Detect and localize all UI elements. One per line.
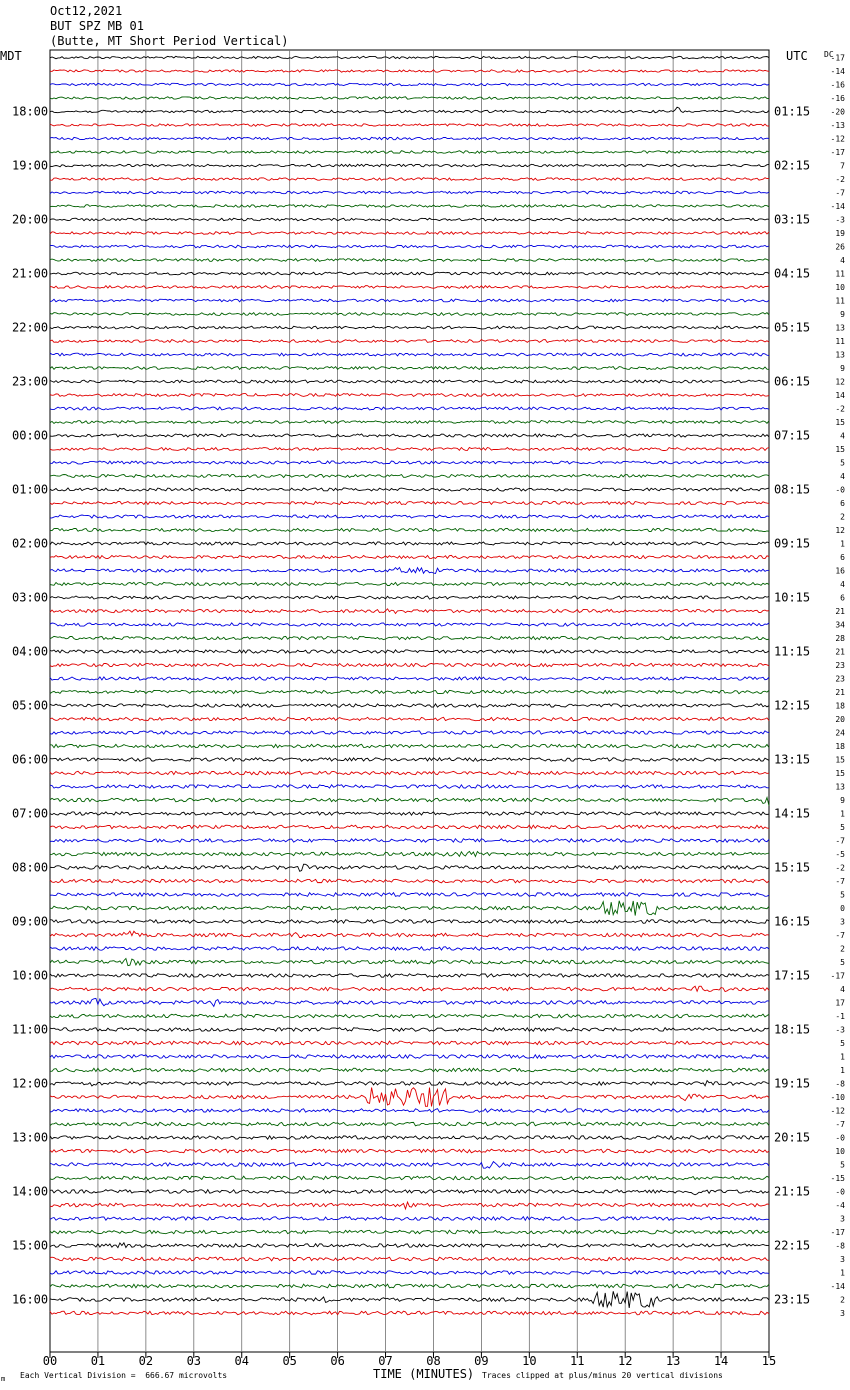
seismic-trace (50, 515, 769, 518)
seismic-trace (50, 1055, 769, 1059)
hour-label-right: 02:15 (774, 158, 811, 173)
seismic-trace (50, 488, 769, 491)
seismic-trace (50, 568, 769, 574)
dc-offset-label: 4 (840, 431, 845, 441)
seismic-trace (50, 70, 769, 72)
seismic-trace (50, 974, 769, 978)
seismic-trace (50, 555, 769, 558)
seismic-trace (50, 1230, 769, 1234)
seismic-trace (50, 920, 769, 924)
dc-offset-label: 4 (840, 580, 845, 589)
seismic-trace (50, 663, 769, 666)
hour-label-right: 01:15 (774, 104, 811, 119)
seismic-trace (50, 340, 769, 343)
seismic-trace (50, 1311, 769, 1315)
dc-offset-label: -14 (830, 1282, 845, 1291)
hour-label-left: 04:00 (12, 644, 49, 659)
seismic-trace (50, 137, 769, 140)
hour-label-left: 19:00 (12, 158, 49, 173)
seismic-trace (50, 771, 769, 774)
seismic-trace (50, 798, 769, 806)
dc-offset-label: 2 (840, 512, 845, 522)
dc-offset-label: 15 (835, 769, 845, 778)
seismic-trace (50, 421, 769, 424)
seismic-trace (50, 596, 769, 599)
hour-label-right: 23:15 (774, 1292, 811, 1307)
seismic-trace (50, 1202, 769, 1209)
hour-label-left: 11:00 (12, 1022, 49, 1037)
hour-label-right: 06:15 (774, 374, 811, 389)
seismic-trace (50, 677, 769, 680)
dc-label: DC (824, 50, 834, 59)
seismic-trace (50, 313, 769, 316)
dc-offset-label: 19 (835, 229, 845, 238)
dc-offset-label: 5 (840, 1039, 845, 1048)
dc-offset-label: 13 (835, 782, 845, 792)
dc-offset-label: 2 (840, 944, 845, 954)
seismic-trace (50, 151, 769, 154)
seismic-trace (50, 893, 769, 897)
dc-offset-label: -7 (835, 931, 845, 940)
hour-label-right: 13:15 (774, 752, 811, 767)
x-tick-label: 09 (474, 1354, 489, 1368)
hour-label-left: 16:00 (12, 1292, 49, 1307)
seismic-trace (50, 353, 769, 356)
seismic-trace (50, 785, 769, 788)
seismic-trace (50, 1217, 769, 1221)
dc-offset-label: 15 (835, 418, 845, 427)
seismic-trace (50, 475, 769, 478)
seismic-trace (50, 623, 769, 626)
dc-offset-label: 11 (835, 269, 845, 279)
hour-label-left: 14:00 (12, 1184, 49, 1199)
seismic-trace (50, 812, 769, 816)
dc-offset-label: 21 (835, 688, 845, 697)
seismic-trace (50, 218, 769, 221)
seismic-trace (50, 1190, 769, 1195)
x-tick-label: 03 (186, 1354, 202, 1368)
dc-offset-label: -13 (830, 121, 845, 130)
x-tick-label: 13 (665, 1354, 681, 1368)
seismic-trace (50, 1162, 769, 1169)
seismic-trace (50, 1028, 769, 1032)
hour-label-left: 15:00 (12, 1238, 49, 1253)
hour-label-right: 20:15 (774, 1130, 811, 1145)
hour-label-left: 07:00 (12, 806, 49, 821)
hour-label-left: 18:00 (12, 104, 49, 119)
hour-label-right: 10:15 (774, 590, 811, 605)
seismic-trace (50, 461, 769, 464)
dc-offset-label: 9 (840, 310, 845, 319)
seismic-trace (50, 1284, 769, 1288)
hour-label-right: 16:15 (774, 914, 811, 929)
seismic-trace (50, 1088, 769, 1107)
dc-offset-label: 26 (835, 242, 845, 252)
dc-offset-label: 6 (840, 553, 845, 562)
seismic-trace (50, 839, 769, 843)
seismic-trace (50, 1243, 769, 1248)
seismic-trace (50, 326, 769, 329)
dc-offset-label: -17 (830, 971, 845, 981)
seismic-trace (50, 879, 769, 883)
seismic-trace (50, 1041, 769, 1045)
dc-offset-label: -7 (835, 188, 845, 198)
seismic-trace (50, 502, 769, 505)
dc-offset-label: -10 (830, 1093, 845, 1102)
dc-offset-label: 10 (835, 1147, 845, 1156)
x-tick-label: 12 (617, 1354, 633, 1368)
hour-label-left: 23:00 (12, 374, 49, 389)
station-description: (Butte, MT Short Period Vertical) (50, 34, 289, 48)
dc-offset-label: 5 (840, 1160, 845, 1170)
seismic-trace (50, 178, 769, 181)
seismic-trace (50, 205, 769, 208)
hour-label-left: 02:00 (12, 536, 49, 551)
seismic-trace (50, 825, 769, 829)
seismic-trace (50, 931, 769, 937)
dc-offset-label: 3 (840, 1309, 845, 1318)
dc-offset-label: 23 (835, 661, 845, 670)
dc-offset-label: -8 (835, 1241, 845, 1251)
dc-offset-label: -12 (830, 134, 845, 144)
dc-offset-label: -14 (830, 202, 845, 211)
seismic-trace (50, 245, 769, 248)
hour-label-right: 08:15 (774, 482, 811, 497)
dc-offset-label: 6 (840, 593, 845, 603)
seismic-trace (50, 1109, 769, 1113)
hour-label-right: 22:15 (774, 1238, 811, 1253)
x-tick-label: 07 (378, 1354, 393, 1368)
seismic-trace (50, 986, 769, 991)
seismic-trace (50, 1122, 769, 1126)
hour-label-left: 00:00 (12, 428, 49, 443)
dc-offset-label: -15 (830, 1174, 845, 1183)
seismic-trace (50, 851, 769, 856)
dc-offset-label: 0 (840, 904, 845, 913)
seismic-trace (50, 107, 769, 113)
seismic-trace (50, 582, 769, 585)
hour-label-left: 09:00 (12, 914, 49, 929)
dc-offset-label: 2 (840, 1295, 845, 1305)
seismic-trace (50, 731, 769, 734)
dc-offset-label: 23 (835, 674, 845, 684)
hour-label-right: 15:15 (774, 860, 811, 875)
seismic-trace (50, 959, 769, 966)
dc-offset-label: 24 (835, 728, 845, 738)
seismic-trace (50, 998, 769, 1006)
dc-offset-label: 28 (835, 634, 845, 643)
dc-offset-label: 15 (835, 445, 845, 454)
hour-label-left: 05:00 (12, 698, 49, 713)
hour-label-right: 21:15 (774, 1184, 811, 1199)
clip-note: Traces clipped at plus/minus 20 vertical divisions (482, 1371, 723, 1380)
dc-offset-label: -0 (835, 1133, 845, 1143)
hour-label-left: 01:00 (12, 482, 49, 497)
dc-offset-label: -17 (830, 53, 845, 63)
seismic-trace (50, 407, 769, 410)
seismic-trace (50, 1014, 769, 1018)
hour-label-right: 12:15 (774, 698, 811, 713)
seismic-trace (50, 1149, 769, 1153)
seismic-trace (50, 744, 769, 747)
date-label: Oct12,2021 (50, 4, 123, 18)
dc-offset-label: 34 (835, 620, 845, 630)
hour-label-right: 14:15 (774, 806, 811, 821)
seismic-trace (50, 259, 769, 262)
seismic-trace (50, 272, 769, 275)
x-tick-label: 10 (522, 1354, 537, 1368)
dc-offset-label: -0 (835, 485, 845, 495)
seismic-trace (50, 1176, 769, 1180)
dc-offset-label: 4 (840, 472, 845, 481)
seismic-trace (50, 286, 769, 289)
hour-label-left: 03:00 (12, 590, 49, 605)
dc-offset-label: 14 (835, 391, 845, 400)
dc-offset-label: -7 (835, 1120, 845, 1129)
seismic-trace (50, 947, 769, 951)
dc-offset-label: -2 (835, 404, 845, 414)
dc-offset-label: -3 (835, 1025, 845, 1035)
seismic-trace (50, 164, 769, 167)
dc-offset-label: 12 (835, 377, 845, 387)
dc-offset-label: 7 (840, 161, 845, 171)
seismic-trace (50, 529, 769, 532)
dc-offset-label: -7 (835, 836, 845, 846)
station-label: BUT SPZ MB 01 (50, 19, 144, 33)
dc-offset-label: 6 (840, 499, 845, 508)
hour-label-left: 21:00 (12, 266, 49, 281)
dc-offset-label: 17 (835, 998, 845, 1008)
dc-offset-label: 1 (840, 1268, 845, 1278)
right-timezone-label: UTC (786, 49, 808, 63)
seismic-trace (50, 124, 769, 126)
dc-offset-label: -17 (830, 1228, 845, 1237)
seismic-trace (50, 367, 769, 370)
dc-offset-label: 4 (840, 985, 845, 994)
dc-offset-label: 18 (835, 701, 845, 711)
dc-offset-label: -16 (830, 80, 845, 90)
x-tick-label: 00 (42, 1354, 58, 1368)
hour-label-right: 18:15 (774, 1022, 811, 1037)
seismic-trace (50, 542, 769, 545)
x-tick-label: 08 (426, 1354, 441, 1368)
dc-offset-label: 11 (835, 337, 845, 346)
dc-offset-label: -20 (830, 107, 845, 117)
hour-label-left: 20:00 (12, 212, 49, 227)
dc-offset-label: -14 (830, 67, 845, 76)
dc-offset-label: -17 (830, 148, 845, 157)
seismic-trace (50, 717, 769, 720)
dc-offset-label: 21 (835, 647, 845, 657)
x-tick-label: 01 (90, 1354, 106, 1368)
seismic-trace (50, 97, 769, 99)
x-tick-label: 02 (138, 1354, 154, 1368)
seismic-trace (50, 448, 769, 451)
seismic-trace (50, 56, 769, 58)
dc-offset-label: -3 (835, 215, 845, 225)
hour-label-right: 07:15 (774, 428, 811, 443)
dc-offset-label: 1 (840, 1052, 845, 1062)
seismic-trace (50, 650, 769, 653)
x-tick-label: 06 (330, 1354, 345, 1368)
seismic-trace (50, 434, 769, 437)
dc-offset-label: 5 (840, 890, 845, 900)
seismic-trace (50, 704, 769, 707)
hour-label-right: 11:15 (774, 644, 811, 659)
hour-label-right: 19:15 (774, 1076, 811, 1091)
dc-offset-label: 18 (835, 742, 845, 751)
dc-offset-label: 5 (840, 823, 845, 832)
dc-offset-label: 11 (835, 296, 845, 306)
dc-offset-label: -1 (835, 1012, 845, 1021)
dc-offset-label: 15 (835, 755, 845, 765)
hour-label-left: 10:00 (12, 968, 49, 983)
seismic-trace (50, 380, 769, 383)
dc-offset-label: 12 (835, 526, 845, 535)
dc-offset-label: 1 (840, 809, 845, 819)
seismic-trace (50, 1257, 769, 1261)
dc-offset-label: 3 (840, 1255, 845, 1264)
dc-offset-label: 1 (840, 539, 845, 549)
dc-offset-label: -0 (835, 1187, 845, 1197)
dc-offset-label: 13 (835, 323, 845, 333)
dc-offset-label: 5 (840, 958, 845, 967)
dc-offset-label: 9 (840, 796, 845, 805)
hour-label-left: 08:00 (12, 860, 49, 875)
x-tick-label: 11 (570, 1354, 585, 1368)
dc-offset-label: -5 (835, 850, 845, 859)
seismic-trace (50, 1068, 769, 1072)
dc-offset-label: 4 (840, 256, 845, 265)
dc-offset-label: -2 (835, 175, 845, 184)
dc-offset-label: -16 (830, 94, 845, 103)
dc-offset-label: 13 (835, 350, 845, 360)
dc-offset-label: 1 (840, 1066, 845, 1075)
seismic-trace (50, 1291, 769, 1308)
seismic-trace (50, 609, 769, 614)
dc-offset-label: 3 (840, 917, 845, 927)
hour-label-left: 06:00 (12, 752, 49, 767)
hour-label-right: 03:15 (774, 212, 811, 227)
x-tick-label: 14 (713, 1354, 729, 1368)
seismic-trace (50, 191, 769, 194)
x-tick-label: 04 (234, 1354, 249, 1368)
dc-offset-label: 16 (835, 566, 845, 576)
seismic-trace (50, 636, 769, 639)
seismic-trace (50, 1271, 769, 1275)
x-tick-label: 05 (282, 1354, 297, 1368)
dc-offset-label: 5 (840, 458, 845, 468)
seismic-trace (50, 83, 769, 85)
dc-offset-label: 3 (840, 1214, 845, 1224)
hour-label-right: 17:15 (774, 968, 811, 983)
dc-offset-label: 20 (835, 715, 845, 724)
dc-offset-label: 9 (840, 364, 845, 373)
seismic-trace (50, 690, 769, 693)
hour-label-left: 13:00 (12, 1130, 49, 1145)
dc-offset-label: 21 (835, 607, 845, 616)
seismic-trace (50, 232, 769, 235)
seismic-trace (50, 299, 769, 302)
dc-offset-label: -4 (835, 1201, 845, 1210)
x-axis-label: TIME (MINUTES) (373, 1367, 475, 1381)
hour-label-left: 22:00 (12, 320, 49, 335)
hour-label-left: 12:00 (12, 1076, 49, 1091)
dc-offset-label: 10 (835, 283, 845, 292)
seismic-trace (50, 394, 769, 397)
left-timezone-label: MDT (0, 49, 22, 63)
scale-note: Each Vertical Division = 666.67 microvolts (20, 1371, 228, 1380)
seismic-trace (50, 758, 769, 761)
hour-label-right: 05:15 (774, 320, 811, 335)
seismic-trace (50, 1136, 769, 1140)
seismic-trace (50, 1081, 769, 1086)
dc-offset-label: -8 (835, 1079, 845, 1089)
dc-offset-label: -7 (835, 877, 845, 886)
seismic-trace (50, 901, 769, 916)
seismic-trace (50, 864, 769, 871)
dc-offset-label: -12 (830, 1106, 845, 1116)
dc-offset-label: -2 (835, 863, 845, 873)
hour-label-right: 04:15 (774, 266, 811, 281)
hour-label-right: 09:15 (774, 536, 811, 551)
x-tick-label: 15 (761, 1354, 777, 1368)
corner-mark: m (1, 1375, 6, 1383)
